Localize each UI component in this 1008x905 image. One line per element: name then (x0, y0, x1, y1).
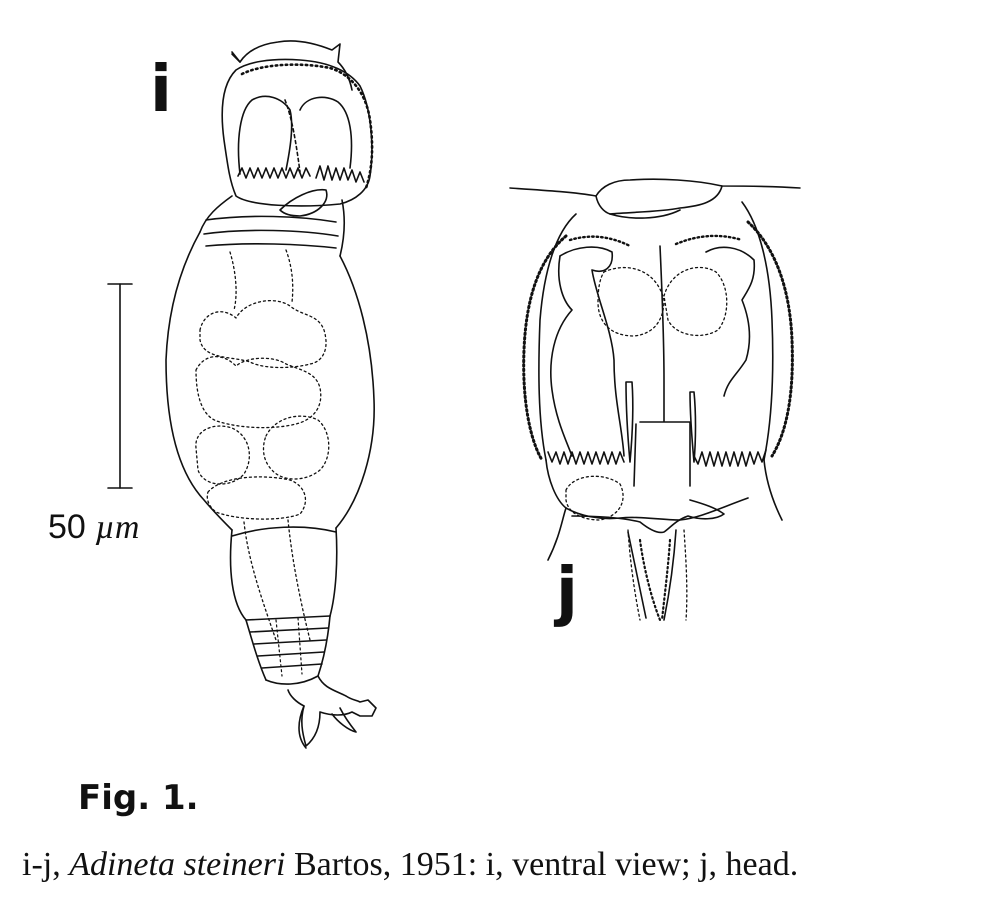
rostrum-spike-left (232, 54, 240, 62)
foot-lower (246, 616, 330, 680)
trochus-lobe-left-outer (551, 256, 572, 456)
mouth-side-left (548, 508, 566, 560)
mouth-lobe (280, 190, 327, 216)
mouth-side-right (764, 460, 782, 520)
head-rostrum (510, 179, 800, 196)
neck-left-edge (200, 196, 232, 232)
spine-left (626, 382, 633, 462)
caption-species: Adineta steineri (69, 846, 286, 883)
comb-right (694, 450, 766, 466)
head-outer-right (742, 202, 773, 460)
inner-lobe-right (664, 267, 727, 335)
figure-caption (22, 846, 798, 884)
panel-label-j: j (556, 555, 578, 629)
head-cilia-top (570, 236, 742, 246)
mouth-flap (572, 500, 724, 533)
trochus-lobe-left (560, 247, 624, 456)
head-rostrum-base (596, 186, 722, 214)
pharynx-strands (628, 530, 676, 620)
foot-upper-ring (232, 527, 336, 536)
head-cilia-left (524, 236, 566, 460)
organ-foot-duct (244, 520, 310, 640)
panel-j-drawing (510, 179, 800, 620)
trochus-left (239, 96, 292, 174)
trochus-teeth (238, 168, 310, 178)
buccal-tube-right (684, 530, 687, 620)
panel-i-drawing (166, 41, 376, 748)
spine-right (690, 392, 696, 462)
scale-bar-label (48, 508, 139, 547)
caption-rest: Bartos, 1951: i, ventral view; j, head. (285, 846, 799, 883)
trochus-lobe-right (706, 247, 754, 396)
trochus-teeth-right (316, 166, 364, 182)
foot-tip (266, 676, 376, 746)
mastax-left (566, 476, 623, 520)
organ-ovary-right (264, 416, 329, 479)
comb-left (548, 452, 624, 464)
scale-bar-unit: µm (95, 509, 140, 546)
trunk-outline (166, 232, 374, 530)
neck-rings (204, 216, 338, 248)
scale-bar-value: 50 (48, 508, 86, 546)
organ-ovary-left (196, 426, 249, 484)
figure-title: Fig. 1. (78, 778, 199, 818)
caption-prefix: i-j, (22, 846, 70, 883)
organ-upper (200, 301, 326, 368)
organ-middle (196, 357, 321, 428)
neck-right-edge (340, 200, 344, 256)
organ-lower (207, 477, 305, 519)
central-line (634, 246, 690, 486)
scale-bar (108, 284, 132, 488)
organ-lumen (230, 250, 293, 310)
trochus-right (300, 97, 352, 168)
panel-label-i: i (150, 53, 172, 127)
